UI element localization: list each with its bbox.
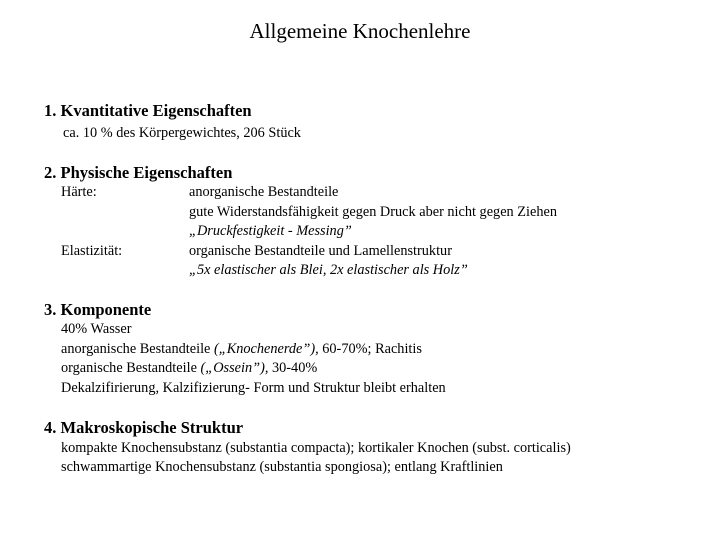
component-line: Dekalzifirierung, Kalzifizierung- Form und Struktur bleibt erhalten <box>61 380 446 396</box>
section-1-line: ca. 10 % des Körpergewichtes, 206 Stück <box>63 125 301 141</box>
section-4-heading: 4. Makroskopische Struktur <box>44 418 244 437</box>
section-1-heading: 1. Kvantitative Eigenschaften <box>44 101 252 120</box>
elasticity-label: Elastizität: <box>61 243 123 259</box>
hardness-label: Härte: <box>61 184 97 200</box>
hardness-line-italic: „Druckfestigkeit - Messing” <box>189 223 352 239</box>
section-3-heading: 3. Komponente <box>44 300 152 319</box>
section-2-heading: 2. Physische Eigenschaften <box>44 163 233 182</box>
elasticity-line-italic: „5x elastischer als Blei, 2x elastischer als Holz” <box>189 262 468 278</box>
structure-line: schwammartige Knochensubstanz (substantia spongiosa); entlang Kraftlinien <box>61 459 503 475</box>
page-title: Allgemeine Knochenlehre <box>249 19 471 43</box>
hardness-line: gute Widerstandsfähigkeit gegen Druck aber nicht gegen Ziehen <box>189 204 557 220</box>
structure-line: kompakte Knochensubstanz (substantia compacta); kortikaler Knochen (subst. corticalis) <box>61 440 571 456</box>
component-line: anorganische Bestandteile („Knochenerde”), 60-70%; Rachitis <box>61 341 422 357</box>
hardness-line: anorganische Bestandteile <box>189 184 339 200</box>
elasticity-line: organische Bestandteile und Lamellenstruktur <box>189 243 452 259</box>
component-line: organische Bestandteile („Ossein”), 30-40% <box>61 360 318 376</box>
component-line: 40% Wasser <box>61 321 132 337</box>
